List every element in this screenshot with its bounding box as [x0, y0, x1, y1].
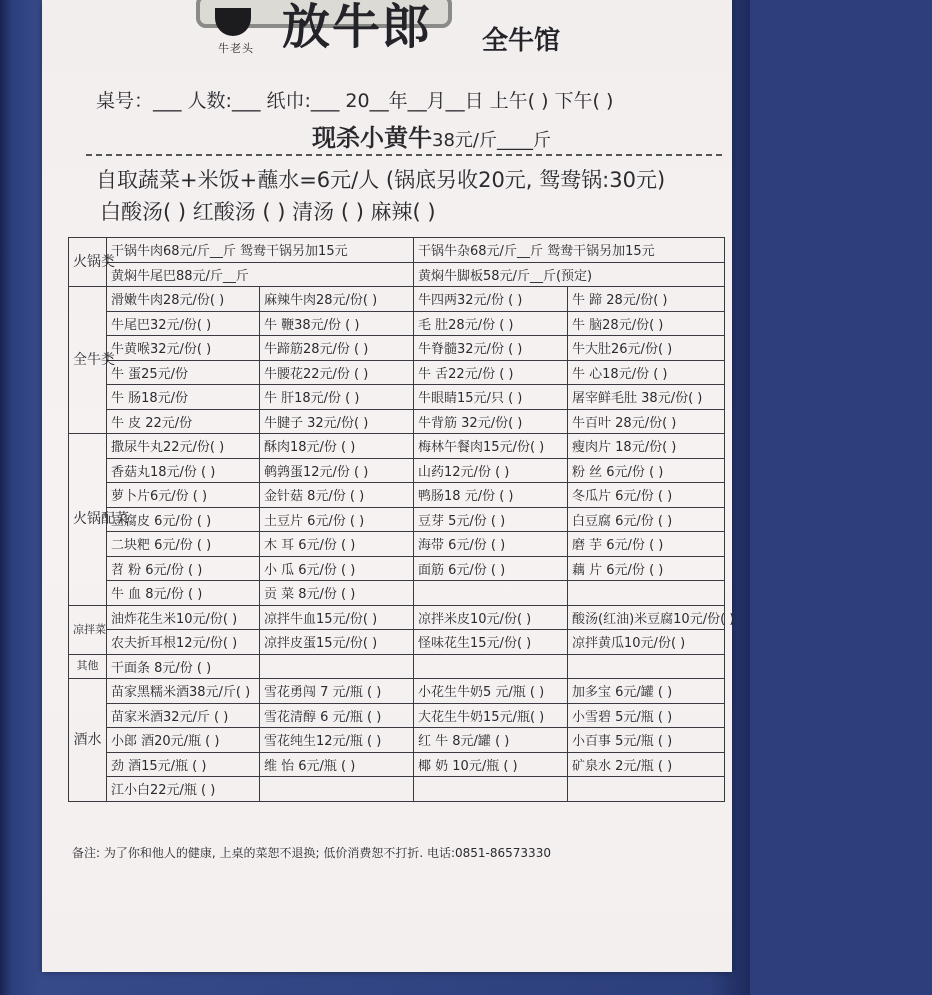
logo-subtitle: 牛老头	[218, 42, 254, 55]
menu-row-beef	[69, 385, 725, 410]
menu-item: 萝卜片6元/份 ( )	[107, 483, 260, 508]
menu-item	[414, 581, 568, 606]
menu-item: 牛四两32元/份 ( )	[414, 287, 568, 312]
menu-item: 苕 粉 6元/份 ( )	[107, 556, 260, 581]
menu-item: 黄焖牛尾巴88元/斤__斤	[107, 262, 414, 287]
menu-item: 牛背筋 32元/份( )	[414, 409, 568, 434]
menu-item: 凉拌黄瓜10元/份( )	[568, 630, 725, 655]
menu-item: 牛 舌22元/份 ( )	[414, 360, 568, 385]
menu-item: 维 怡 6元/瓶 ( )	[260, 752, 414, 777]
menu-item: 小郎 酒20元/瓶 ( )	[107, 728, 260, 753]
menu-item: 牛 蛋25元/份	[107, 360, 260, 385]
menu-item: 木 耳 6元/份 ( )	[260, 532, 414, 557]
menu-item: 雪花纯生12元/瓶 ( )	[260, 728, 414, 753]
menu-item: 大花生牛奶15元/瓶( )	[414, 703, 568, 728]
menu-item: 牛 肠18元/份	[107, 385, 260, 410]
menu-item	[568, 654, 725, 679]
menu-item: 凉拌皮蛋15元/份( )	[260, 630, 414, 655]
menu-item: 撒尿牛丸22元/份( )	[107, 434, 260, 459]
category-label-other: 其他	[69, 654, 107, 679]
menu-item: 苗家米酒32元/斤 ( )	[107, 703, 260, 728]
menu-item: 牛 鞭38元/份 ( )	[260, 311, 414, 336]
menu-item: 小 瓜 6元/份 ( )	[260, 556, 414, 581]
menu-item: 酥肉18元/份 ( )	[260, 434, 414, 459]
menu-row-side	[69, 483, 725, 508]
menu-item: 土豆片 6元/份 ( )	[260, 507, 414, 532]
menu-item	[414, 777, 568, 802]
menu-item: 小雪碧 5元/瓶 ( )	[568, 703, 725, 728]
menu-item: 牛 脑28元/份( )	[568, 311, 725, 336]
category-label-side: 火锅配菜	[69, 434, 107, 606]
menu-item: 麻辣牛肉28元/份( )	[260, 287, 414, 312]
menu-row-side	[69, 458, 725, 483]
category-label-beef: 全牛类	[69, 287, 107, 434]
menu-item: 牛百叶 28元/份( )	[568, 409, 725, 434]
menu-row-drinks	[69, 728, 725, 753]
menu-item: 豆腐皮 6元/份 ( )	[107, 507, 260, 532]
menu-item	[414, 654, 568, 679]
menu-item: 苗家黑糯米酒38元/斤( )	[107, 679, 260, 704]
menu-item: 油炸花生米10元/份( )	[107, 605, 260, 630]
category-label-drinks: 酒水	[69, 679, 107, 802]
menu-item: 贡 菜 8元/份 ( )	[260, 581, 414, 606]
menu-row-hotpot	[69, 262, 725, 287]
menu-item: 牛眼睛15元/只 ( )	[414, 385, 568, 410]
menu-row-beef	[69, 311, 725, 336]
divider	[86, 154, 722, 156]
menu-item: 白豆腐 6元/份 ( )	[568, 507, 725, 532]
menu-item: 二块粑 6元/份 ( )	[107, 532, 260, 557]
menu-item: 鹌鹑蛋12元/份 ( )	[260, 458, 414, 483]
menu-item: 矿泉水 2元/瓶 ( )	[568, 752, 725, 777]
menu-item: 农夫折耳根12元/份( )	[107, 630, 260, 655]
menu-row-cold	[69, 630, 725, 655]
menu-item: 酸汤(红油)米豆腐10元/份( )	[568, 605, 725, 630]
menu-item: 凉拌牛血15元/份( )	[260, 605, 414, 630]
menu-item: 香菇丸18元/份 ( )	[107, 458, 260, 483]
menu-item: 面筋 6元/份 ( )	[414, 556, 568, 581]
menu-item: 牛 血 8元/份 ( )	[107, 581, 260, 606]
menu-item: 干锅牛杂68元/斤__斤 鸳鸯干锅另加15元	[414, 238, 725, 263]
menu-row-drinks	[69, 752, 725, 777]
menu-row-beef	[69, 287, 725, 312]
brand-name: 放牛郎	[282, 0, 433, 55]
menu-item: 牛大肚26元/份( )	[568, 336, 725, 361]
menu-row-side	[69, 532, 725, 557]
menu-item	[568, 581, 725, 606]
menu-item: 滑嫩牛肉28元/份( )	[107, 287, 260, 312]
menu-item: 干锅牛肉68元/斤__斤 鸳鸯干锅另加15元	[107, 238, 414, 263]
menu-item	[260, 777, 414, 802]
menu-item: 冬瓜片 6元/份 ( )	[568, 483, 725, 508]
menu-item: 海带 6元/份 ( )	[414, 532, 568, 557]
menu-item: 牛 心18元/份 ( )	[568, 360, 725, 385]
menu-item	[568, 777, 725, 802]
category-label-cold: 凉拌菜	[69, 605, 107, 654]
menu-item: 山药12元/份 ( )	[414, 458, 568, 483]
category-label-hotpot: 火锅类	[69, 238, 107, 287]
menu-item: 凉拌米皮10元/份( )	[414, 605, 568, 630]
menu-row-drinks	[69, 679, 725, 704]
menu-row-side	[69, 581, 725, 606]
menu-item: 牛蹄筋28元/份 ( )	[260, 336, 414, 361]
menu-item: 牛 皮 22元/份	[107, 409, 260, 434]
menu-item: 牛腱子 32元/份( )	[260, 409, 414, 434]
menu-item: 小花生牛奶5 元/瓶 ( )	[414, 679, 568, 704]
soup-base-options: 白酸汤( ) 红酸汤 ( ) 清汤 ( ) 麻辣( )	[100, 200, 436, 224]
menu-row-drinks	[69, 703, 725, 728]
special-title: 现杀小黄牛	[312, 124, 432, 152]
menu-item: 豆芽 5元/份 ( )	[414, 507, 568, 532]
menu-item: 金针菇 8元/份 ( )	[260, 483, 414, 508]
menu-item: 牛脊髓32元/份 ( )	[414, 336, 568, 361]
menu-row-other	[69, 654, 725, 679]
self-serve-notice: 自取蔬菜+米饭+蘸水=6元/人 (锅底另收20元, 鸳鸯锅:30元)	[96, 168, 666, 192]
menu-item: 江小白22元/瓶 ( )	[107, 777, 260, 802]
menu-row-side	[69, 507, 725, 532]
menu-item: 牛黄喉32元/份( )	[107, 336, 260, 361]
menu-item: 干面条 8元/份 ( )	[107, 654, 260, 679]
order-info-line: 桌号：___ 人数:___ 纸巾:___ 20__年__月__日 上午( ) 下午( )	[96, 90, 614, 112]
special-offer	[312, 118, 932, 153]
menu-row-beef	[69, 336, 725, 361]
menu-item: 牛腰花22元/份 ( )	[260, 360, 414, 385]
menu-item	[260, 654, 414, 679]
menu-item: 雪花勇闯 7 元/瓶 ( )	[260, 679, 414, 704]
menu-item: 劲 酒15元/瓶 ( )	[107, 752, 260, 777]
menu-item: 牛尾巴32元/份( )	[107, 311, 260, 336]
menu-item: 瘦肉片 18元/份( )	[568, 434, 725, 459]
menu-item: 椰 奶 10元/瓶 ( )	[414, 752, 568, 777]
menu-row-beef	[69, 409, 725, 434]
menu-item: 藕 片 6元/份 ( )	[568, 556, 725, 581]
menu-table	[68, 237, 735, 802]
menu-item: 鸭肠18 元/份 ( )	[414, 483, 568, 508]
menu-item: 牛 肝18元/份 ( )	[260, 385, 414, 410]
menu-item: 黄焖牛脚板58元/斤__斤(预定)	[414, 262, 725, 287]
special-price: 38元/斤____斤	[432, 130, 551, 151]
menu-row-hotpot	[69, 238, 725, 263]
menu-row-beef	[69, 360, 725, 385]
brand-suffix: 全牛馆	[482, 26, 561, 56]
menu-row-cold	[69, 605, 725, 630]
menu-item: 雪花清醇 6 元/瓶 ( )	[260, 703, 414, 728]
menu-item: 磨 芋 6元/份 ( )	[568, 532, 725, 557]
menu-row-side	[69, 556, 725, 581]
menu-item: 牛 蹄 28元/份( )	[568, 287, 725, 312]
menu-item: 加多宝 6元/罐 ( )	[568, 679, 725, 704]
footer-note: 备注: 为了你和他人的健康, 上桌的菜恕不退换; 低价消费恕不打折. 电话:0851-86573330	[72, 846, 551, 860]
menu-item: 怪味花生15元/份( )	[414, 630, 568, 655]
menu-item: 梅林午餐肉15元/份( )	[414, 434, 568, 459]
menu-item: 小百事 5元/瓶 ( )	[568, 728, 725, 753]
menu-item: 毛 肚28元/份 ( )	[414, 311, 568, 336]
menu-item: 粉 丝 6元/份 ( )	[568, 458, 725, 483]
menu-item: 屠宰鲜毛肚 38元/份( )	[568, 385, 725, 410]
menu-row-drinks	[69, 777, 725, 802]
menu-row-side	[69, 434, 725, 459]
menu-item: 红 牛 8元/罐 ( )	[414, 728, 568, 753]
